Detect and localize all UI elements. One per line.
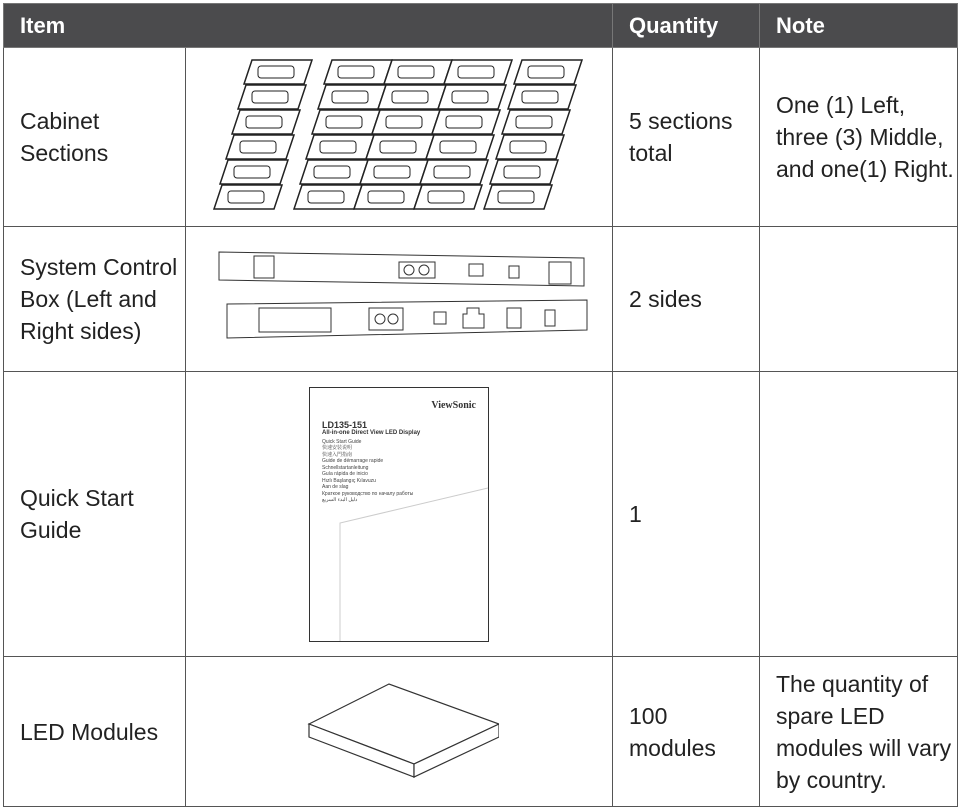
table-row: [4, 48, 958, 227]
guide-subtitle: All-in-one Direct View LED Display: [322, 429, 421, 436]
item-cell: System Control Box (Left and Right sides): [4, 227, 186, 372]
guide-cover: [309, 387, 489, 642]
header-row: [4, 4, 958, 48]
cabinet-panel: [226, 135, 294, 159]
brand-logo: ViewSonic: [431, 399, 476, 411]
cabinet-panel: [372, 110, 440, 134]
guide-model: LD135-151: [322, 419, 368, 430]
note-cell: One (1) Left, three (3) Middle, and one(1) Right.: [760, 48, 958, 227]
cabinet-panel: [484, 185, 552, 209]
header-note: Note: [760, 4, 958, 48]
guide-language-line: 快速入門指南: [322, 451, 353, 458]
table-row: [4, 657, 958, 807]
quantity-cell: 100 modules: [613, 657, 760, 807]
cabinet-panel: [318, 85, 386, 109]
cabinet-panel: [312, 110, 380, 134]
table-row: [4, 227, 958, 372]
cabinet-panel: [324, 60, 392, 84]
cabinet-panel: [502, 110, 570, 134]
cabinet-panel: [438, 85, 506, 109]
guide-language-line: دليل البدء السريع: [322, 497, 358, 503]
control-box-image: [186, 227, 613, 372]
guide-language-line: Quick Start Guide: [322, 438, 362, 445]
cabinet-panel: [294, 185, 362, 209]
cabinet-panel: [306, 135, 374, 159]
guide-language-line: Hızlı Başlangıç Kılavuzu: [322, 477, 376, 484]
cabinet-panel: [414, 185, 482, 209]
cabinet-panel: [384, 60, 452, 84]
quick-start-guide-image: [186, 372, 613, 657]
quantity-cell: 5 sections total: [613, 48, 760, 227]
header-quantity: Quantity: [613, 4, 760, 48]
cabinet-panel: [426, 135, 494, 159]
item-cell: LED Modules: [4, 657, 186, 807]
table-row: [4, 372, 958, 657]
cabinet-panel: [220, 160, 288, 184]
item-cell: Cabinet Sections: [4, 48, 186, 227]
led-module-image: [186, 657, 613, 807]
guide-language-line: 快速安装说明: [322, 445, 353, 451]
cabinet-panel: [238, 85, 306, 109]
cabinet-panel: [508, 85, 576, 109]
package-contents-table: [3, 3, 958, 807]
cabinet-sections-image: [186, 48, 613, 227]
guide-language-line: Guide de démarrage rapide: [322, 458, 384, 464]
cabinet-panel: [244, 60, 312, 84]
cabinet-panel: [420, 160, 488, 184]
quantity-cell: 2 sides: [613, 227, 760, 372]
cabinet-panel: [232, 110, 300, 134]
note-cell: The quantity of spare LED modules will vary by country.: [760, 657, 958, 807]
cabinet-panel: [432, 110, 500, 134]
item-cell: Quick Start Guide: [4, 372, 186, 657]
guide-language-line: Краткое руководство по началу работы: [322, 490, 414, 497]
cabinet-panel: [360, 160, 428, 184]
cabinet-panel: [366, 135, 434, 159]
cabinet-panel: [496, 135, 564, 159]
guide-language-line: Guía rápida de inicio: [322, 471, 368, 477]
cabinet-panel: [214, 185, 282, 209]
cabinet-panel: [378, 85, 446, 109]
guide-language-line: Schnellstartanleitung: [322, 464, 369, 471]
header-item: Item: [4, 4, 613, 48]
guide-language-line: Aan de slag: [322, 484, 349, 490]
quantity-cell: 1: [613, 372, 760, 657]
cabinet-panel: [300, 160, 368, 184]
cabinet-panel: [354, 185, 422, 209]
cabinet-panel: [514, 60, 582, 84]
note-cell: [760, 372, 958, 657]
note-cell: [760, 227, 958, 372]
cabinet-panel: [490, 160, 558, 184]
cabinet-panel: [444, 60, 512, 84]
